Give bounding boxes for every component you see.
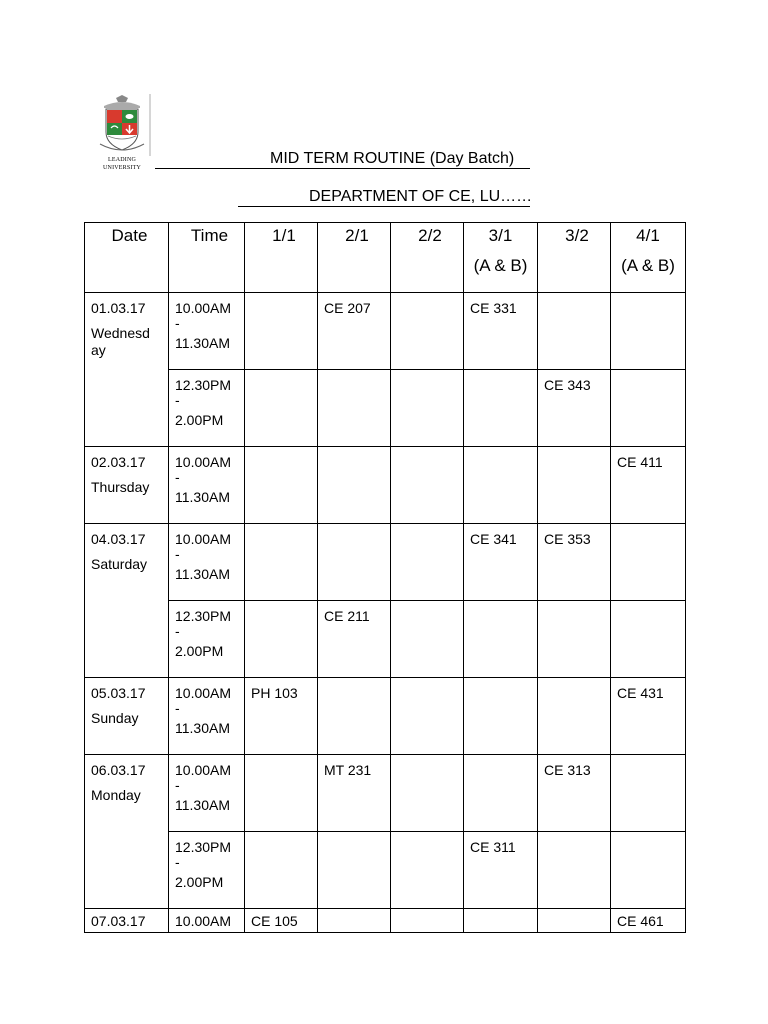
time-end: 11.30AM — [175, 566, 230, 582]
time-start: 10.00AM — [175, 685, 232, 701]
time-cell — [169, 370, 245, 447]
column-header — [245, 223, 318, 293]
column-header-sublabel — [318, 256, 390, 292]
exam-day: Saturday — [91, 556, 148, 572]
time-dash: - — [175, 623, 180, 639]
time-start: 12.30PM — [175, 839, 232, 855]
date-cell — [85, 909, 169, 933]
column-header-label: 2/2 — [418, 226, 442, 245]
time-start: 10.00AM — [175, 762, 232, 778]
course-cell — [464, 755, 538, 832]
course-cell — [611, 370, 686, 447]
column-header — [391, 223, 464, 293]
time-start: 10.00AM — [175, 531, 232, 547]
time-cell — [169, 524, 245, 601]
time-start: 10.00AM — [175, 454, 232, 470]
time-dash: - — [175, 777, 180, 793]
exam-date: 04.03.17 — [91, 531, 146, 547]
date-cell — [85, 678, 169, 755]
course-cell — [245, 524, 318, 601]
course-cell — [464, 370, 538, 447]
date-cell — [85, 755, 169, 909]
column-header-sublabel: (A & B) — [621, 256, 675, 275]
time-dash: - — [175, 546, 180, 562]
department-title: DEPARTMENT OF CE, LU…… — [309, 188, 533, 205]
column-header-sublabel: (A & B) — [473, 256, 528, 275]
course-cell: CE 431 — [611, 678, 686, 755]
table-row — [85, 909, 686, 933]
course-cell — [245, 447, 318, 524]
column-header — [611, 223, 686, 293]
time-cell — [169, 601, 245, 678]
exam-day: Monday — [91, 787, 141, 803]
column-header-sublabel — [169, 256, 244, 292]
column-header-sublabel — [538, 256, 610, 292]
course-cell — [464, 678, 538, 755]
course-cell: CE 353 — [538, 524, 611, 601]
course-cell — [391, 909, 464, 933]
course-cell: CE 331 — [464, 293, 538, 370]
time-cell — [169, 293, 245, 370]
table-row — [85, 447, 686, 524]
course-cell — [391, 293, 464, 370]
time-start: 12.30PM — [175, 377, 232, 393]
column-header-label: Time — [190, 226, 229, 245]
course-cell: CE 341 — [464, 524, 538, 601]
date-cell — [85, 447, 169, 524]
course-cell: CE 105 — [245, 909, 318, 933]
course-cell: MT 231 — [318, 755, 391, 832]
course-cell: CE 211 — [318, 601, 391, 678]
time-cell — [169, 678, 245, 755]
column-header — [318, 223, 391, 293]
course-cell — [464, 909, 538, 933]
exam-day: Wednesd ay — [91, 325, 150, 358]
date-cell — [85, 293, 169, 447]
course-cell — [318, 370, 391, 447]
table-header-row — [85, 223, 686, 293]
exam-day: Sunday — [91, 710, 139, 726]
time-dash: - — [175, 392, 180, 408]
time-dash: - — [175, 854, 180, 870]
exam-date: 01.03.17 — [91, 300, 146, 316]
column-header-sublabel — [391, 256, 463, 292]
time-cell — [169, 832, 245, 909]
time-end: 11.30AM — [175, 797, 230, 813]
time-start: 10.00AM — [175, 300, 232, 316]
course-cell — [611, 601, 686, 678]
column-header-sublabel — [245, 256, 317, 292]
table-row — [85, 524, 686, 601]
course-cell — [538, 678, 611, 755]
course-cell — [538, 293, 611, 370]
course-cell: CE 411 — [611, 447, 686, 524]
time-dash: - — [175, 469, 180, 485]
table-row — [85, 755, 686, 832]
column-header — [85, 223, 169, 293]
course-cell — [538, 447, 611, 524]
course-cell — [464, 601, 538, 678]
course-cell — [245, 293, 318, 370]
title-underline — [155, 168, 530, 169]
course-cell — [318, 909, 391, 933]
time-cell — [169, 755, 245, 832]
routine-table — [84, 222, 686, 933]
course-cell — [611, 755, 686, 832]
time-end: 11.30AM — [175, 720, 230, 736]
course-cell: CE 313 — [538, 755, 611, 832]
course-cell: CE 343 — [538, 370, 611, 447]
table-row — [85, 370, 686, 447]
time-end: 2.00PM — [175, 643, 224, 659]
course-cell — [464, 447, 538, 524]
time-start: 10.00AM — [175, 913, 232, 929]
course-cell — [391, 524, 464, 601]
course-cell — [245, 755, 318, 832]
table-row — [85, 832, 686, 909]
course-cell: CE 207 — [318, 293, 391, 370]
exam-day: Thursday — [91, 479, 150, 495]
course-cell — [611, 293, 686, 370]
table-row — [85, 293, 686, 370]
time-start: 12.30PM — [175, 608, 232, 624]
course-cell: CE 461 — [611, 909, 686, 933]
exam-date: 02.03.17 — [91, 454, 146, 470]
time-end: 11.30AM — [175, 335, 230, 351]
course-cell — [391, 601, 464, 678]
course-cell — [538, 601, 611, 678]
column-header — [169, 223, 245, 293]
column-header — [538, 223, 611, 293]
course-cell — [245, 370, 318, 447]
time-end: 11.30AM — [175, 489, 230, 505]
course-cell — [391, 678, 464, 755]
course-cell — [245, 601, 318, 678]
exam-date: 06.03.17 — [91, 762, 146, 778]
course-cell: PH 103 — [245, 678, 318, 755]
course-cell — [391, 832, 464, 909]
course-cell — [318, 447, 391, 524]
time-cell — [169, 909, 245, 933]
course-cell — [538, 832, 611, 909]
column-header-label: 2/1 — [345, 226, 369, 245]
course-cell — [611, 524, 686, 601]
course-cell: CE 311 — [464, 832, 538, 909]
course-cell — [318, 524, 391, 601]
exam-date: 05.03.17 — [91, 685, 146, 701]
time-cell — [169, 447, 245, 524]
course-cell — [391, 370, 464, 447]
time-end: 2.00PM — [175, 874, 224, 890]
table-row — [85, 678, 686, 755]
column-header — [464, 223, 538, 293]
column-header-label: 3/2 — [565, 226, 589, 245]
course-cell — [318, 678, 391, 755]
department-underline — [238, 206, 530, 207]
time-dash: - — [175, 315, 180, 331]
course-cell — [318, 832, 391, 909]
logo-caption: LEADING UNIVERSITY — [103, 157, 141, 171]
page-title: MID TERM ROUTINE (Day Batch) — [270, 150, 515, 167]
course-cell — [611, 832, 686, 909]
table-row — [85, 601, 686, 678]
column-header-sublabel — [85, 256, 168, 292]
column-header-label: 1/1 — [272, 226, 296, 245]
column-header-label: 3/1 — [488, 226, 513, 245]
course-cell — [391, 447, 464, 524]
column-header-label: Date — [111, 226, 148, 245]
time-dash: - — [175, 700, 180, 716]
course-cell — [538, 909, 611, 933]
time-end: 2.00PM — [175, 412, 224, 428]
date-cell — [85, 524, 169, 678]
column-header-label: 4/1 — [636, 226, 660, 245]
exam-date: 07.03.17 — [91, 913, 146, 929]
course-cell — [391, 755, 464, 832]
course-cell — [245, 832, 318, 909]
